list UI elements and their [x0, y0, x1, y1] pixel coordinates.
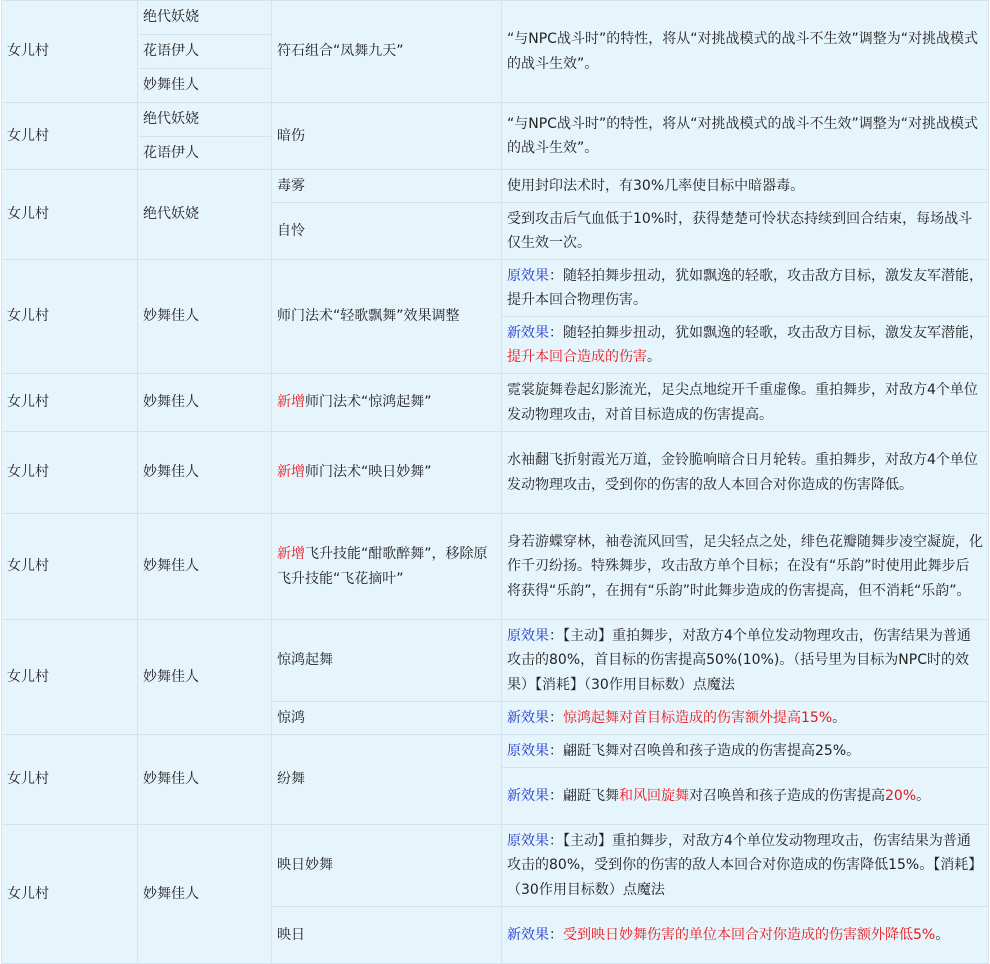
- school-cell: 妙舞佳人: [138, 432, 272, 514]
- item-cell: 暗伤: [272, 103, 502, 170]
- table-row: [2, 432, 989, 514]
- new-effect-cell: [502, 317, 989, 374]
- old-effect-label: 原效果: [507, 627, 549, 644]
- new-effect-label: 新效果: [507, 787, 549, 804]
- table-row: [2, 1, 989, 35]
- item-cell: 惊鸿起舞: [272, 620, 502, 702]
- new-tag: 新增: [277, 394, 305, 411]
- table-row: [2, 514, 989, 620]
- item-cell: 映日: [272, 907, 502, 964]
- new-effect-label: 新效果: [507, 324, 549, 341]
- new-effect-highlight-2: 20%: [885, 787, 917, 804]
- new-effect-text-2: 对召唤兽和孩子造成的伤害提高: [689, 787, 885, 804]
- old-effect-label: 原效果: [507, 742, 549, 759]
- school-cell: 妙舞佳人: [138, 514, 272, 620]
- sect-cell: 女儿村: [2, 825, 138, 964]
- school-cell: 妙舞佳人: [138, 735, 272, 825]
- old-effect-text: ：【主动】重拍舞步，对敌方4个单位发动物理攻击，伤害结果为普通攻击的80%，受到你的伤害的敌人本回合对你造成的伤害降低15%。【消耗】（30作用目标数）点魔法: [507, 832, 983, 898]
- new-effect-highlight: 受到映日妙舞伤害的单位本回合对你造成的伤害额外降低5%: [563, 926, 936, 943]
- old-effect-cell: [502, 260, 989, 317]
- new-effect-text: ：翩跹飞舞: [549, 787, 619, 804]
- table-row: [2, 374, 989, 432]
- school-cell: 妙舞佳人: [138, 69, 272, 103]
- item-cell: [272, 374, 502, 432]
- table-row: [2, 260, 989, 317]
- old-effect-text: ：【主动】重拍舞步，对敌方4个单位发动物理攻击，伤害结果为普通攻击的80%，首目标的伤害提高50%(10%)。（括号里为目标为NPC时的效果）【消耗】（30作用目标数）点魔法: [507, 627, 971, 693]
- old-effect-cell: [502, 620, 989, 702]
- item-cell: [272, 432, 502, 514]
- item-cell: 师门法术“轻歌飘舞”效果调整: [272, 260, 502, 374]
- table-row: [2, 825, 989, 907]
- item-cell: 毒雾: [272, 170, 502, 203]
- item-text: 师门法术“映日妙舞”: [305, 464, 432, 481]
- item-cell: [272, 514, 502, 620]
- desc-cell: 霓裳旋舞卷起幻影流光，足尖点地绽开千重虚像。重拍舞步，对敌方4个单位发动物理攻击，对首目标造成的伤害提高。: [502, 374, 989, 432]
- sect-cell: 女儿村: [2, 620, 138, 735]
- table-row: [2, 170, 989, 203]
- school-cell: 绝代妖娆: [138, 1, 272, 35]
- new-effect-end: 。: [832, 709, 847, 726]
- new-tag: 新增: [277, 546, 305, 562]
- school-cell: 花语伊人: [138, 35, 272, 69]
- desc-cell: 使用封印法术时，有30%几率使目标中暗器毒。: [502, 170, 989, 203]
- school-cell: 妙舞佳人: [138, 260, 272, 374]
- item-cell: 惊鸿: [272, 702, 502, 735]
- desc-cell: 受到攻击后气血低于10%时，获得楚楚可怜状态持续到回合结束，每场战斗仅生效一次。: [502, 203, 989, 260]
- sect-cell: 女儿村: [2, 260, 138, 374]
- school-cell: 绝代妖娆: [138, 170, 272, 260]
- new-effect-cell: [502, 768, 989, 825]
- school-cell: 妙舞佳人: [138, 825, 272, 964]
- desc-cell: 水袖翻飞折射霞光万道，金铃脆响暗合日月轮转。重拍舞步，对敌方4个单位发动物理攻击，受到你的伤害的敌人本回合对你造成的伤害降低。: [502, 432, 989, 514]
- new-effect-highlight: 和风回旋舞: [619, 787, 689, 804]
- item-cell: 符石组合“凤舞九天”: [272, 1, 502, 103]
- new-effect-highlight: 惊鸿起舞对首目标造成的伤害额外提高15%: [563, 709, 833, 726]
- item-text: 师门法术“惊鸿起舞”: [305, 394, 432, 411]
- sect-cell: 女儿村: [2, 735, 138, 825]
- old-effect-cell: [502, 825, 989, 907]
- sect-cell: 女儿村: [2, 1, 138, 103]
- school-cell: 绝代妖娆: [138, 103, 272, 137]
- new-effect-colon: ：: [549, 926, 563, 943]
- old-effect-label: 原效果: [507, 267, 549, 284]
- sect-cell: 女儿村: [2, 170, 138, 260]
- old-effect-label: 原效果: [507, 832, 549, 849]
- new-tag: 新增: [277, 464, 305, 481]
- sect-cell: 女儿村: [2, 374, 138, 432]
- new-effect-end: 。: [647, 349, 661, 365]
- old-effect-text: ：翩跹飞舞对召唤兽和孩子造成的伤害提高25%。: [549, 742, 861, 759]
- new-effect-cell: [502, 702, 989, 735]
- new-effect-cell: [502, 907, 989, 964]
- update-notes-table: [1, 0, 989, 964]
- old-effect-cell: [502, 735, 989, 768]
- new-effect-text: ：随轻拍舞步扭动，犹如飘逸的轻歌，攻击敌方目标，激发友军潜能，: [549, 324, 983, 341]
- new-effect-colon: ：: [549, 709, 563, 726]
- sect-cell: 女儿村: [2, 432, 138, 514]
- sect-cell: 女儿村: [2, 103, 138, 170]
- new-effect-label: 新效果: [507, 926, 549, 943]
- item-cell: 纷舞: [272, 735, 502, 825]
- item-cell: 映日妙舞: [272, 825, 502, 907]
- table-row: [2, 735, 989, 768]
- new-effect-end: 。: [935, 926, 950, 943]
- old-effect-text: ：随轻拍舞步扭动，犹如飘逸的轻歌，攻击敌方目标，激发友军潜能，提升本回合物理伤害。: [507, 267, 983, 308]
- new-effect-end: 。: [916, 787, 931, 804]
- table-row: [2, 620, 989, 702]
- desc-cell: “与NPC战斗时”的特性，将从“对挑战模式的战斗不生效”调整为“对挑战模式的战斗生效”。: [502, 103, 989, 170]
- desc-cell: “与NPC战斗时”的特性，将从“对挑战模式的战斗不生效”调整为“对挑战模式的战斗生效”。: [502, 1, 989, 103]
- school-cell: 花语伊人: [138, 136, 272, 170]
- item-cell: 自怜: [272, 203, 502, 260]
- school-cell: 妙舞佳人: [138, 620, 272, 735]
- table-row: [2, 103, 989, 137]
- school-cell: 妙舞佳人: [138, 374, 272, 432]
- desc-cell: 身若游蝶穿林，袖卷流风回雪，足尖轻点之处，绯色花瓣随舞步凌空凝旋，化作千刃纷扬。特殊舞步，攻击敌方单个目标；在没有“乐韵”时使用此舞步后将获得“乐韵”，在拥有“乐韵”时此舞步造成的伤害提高，但不消耗“乐韵”。: [502, 514, 989, 620]
- item-text: 飞升技能“酣歌醉舞”，移除原飞升技能“飞花摘叶”: [277, 546, 488, 587]
- new-effect-label: 新效果: [507, 709, 549, 726]
- new-effect-highlight: 提升本回合造成的伤害: [507, 349, 647, 365]
- sect-cell: 女儿村: [2, 514, 138, 620]
